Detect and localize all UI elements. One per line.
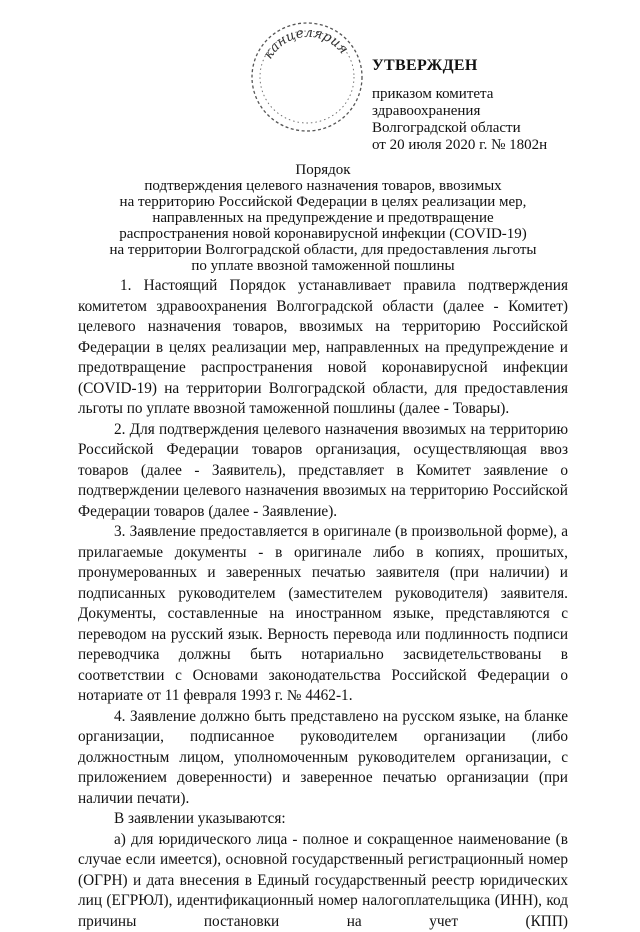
- title-line: распространения новой коронавирусной инфекции (COVID-19): [90, 226, 556, 242]
- title-line: подтверждения целевого назначения товаров, ввозимых: [90, 178, 556, 194]
- title-line: по уплате ввозной таможенной пошлины: [90, 258, 556, 274]
- office-stamp: [248, 18, 366, 136]
- paragraph-4: 4. Заявление должно быть представлено на русском языке, на бланке организации, подписанное руководителем организации (либо должностным лицом, уполномоченным руководителем организации, с приложением доверенности) и заверенное печатью организации (при наличии печати).: [78, 707, 568, 810]
- approval-line: здравоохранения: [372, 103, 632, 120]
- svg-text:канцелярия: [260, 25, 351, 62]
- paragraph-2: 2. Для подтверждения целевого назначения ввозимых на территорию Российской Федерации товаров организация, осуществляющая ввоз товаров (далее - Заявитель), представляет в Комитет заявление о подтверждении целевого назначения ввозимых на территорию Российской Федерации товаров (далее - Заявление).: [78, 420, 568, 523]
- document-body: [78, 276, 568, 932]
- title-line: Порядок: [90, 162, 556, 178]
- approval-line: от 20 июля 2020 г. № 1802н: [372, 137, 632, 154]
- document-title: [90, 162, 556, 274]
- paragraph-5: В заявлении указываются:: [78, 809, 568, 830]
- approval-heading: УТВЕРЖДЕН: [372, 56, 632, 76]
- approval-block: [372, 56, 632, 154]
- title-line: на территории Волгоградской области, для предоставления льготы: [90, 242, 556, 258]
- paragraph-1: 1. Настоящий Порядок устанавливает правила подтверждения комитетом здравоохранения Волгоградской области (далее - Комитет) целевого назначения товаров, ввозимых на территорию Российской Федерации в целях реализации мер, направленных на предупреждение и предотвращение распространения новой коронавирусной инфекции (COVID-19) на территории Волгоградской области, для предоставления льготы по уплате ввозной таможенной пошлины (далее - Товары).: [78, 276, 568, 420]
- stamp-text: канцелярия: [260, 25, 351, 62]
- approval-line: приказом комитета: [372, 86, 632, 103]
- title-line: на территорию Российской Федерации в целях реализации мер,: [90, 194, 556, 210]
- paragraph-6: а) для юридического лица - полное и сокращенное наименование (в случае если имеется), основной государственный регистрационный номер (ОГРН) и дата внесения в Единый государственный реестр юридических лиц (ЕГРЮЛ), идентификационный номер налогоплательщика (ИНН), код причины постановки на учет (КПП): [78, 830, 568, 932]
- approval-line: Волгоградской области: [372, 120, 632, 137]
- title-line: направленных на предупреждение и предотвращение: [90, 210, 556, 226]
- paragraph-3: 3. Заявление предоставляется в оригинале (в произвольной форме), а прилагаемые документы - в оригинале либо в копиях, прошитых, пронумерованных и заверенных печатью заявителя (при наличии) и подписанных руководителем (заместителем руководителя) заявителя. Документы, составленные на иностранном языке, представляются с переводом на русский язык. Верность перевода или подлинность подписи переводчика должны быть нотариально засвидетельствованы в соответствии с Основами законодательства Российской Федерации о нотариате от 11 февраля 1993 г. № 4462-1.: [78, 522, 568, 707]
